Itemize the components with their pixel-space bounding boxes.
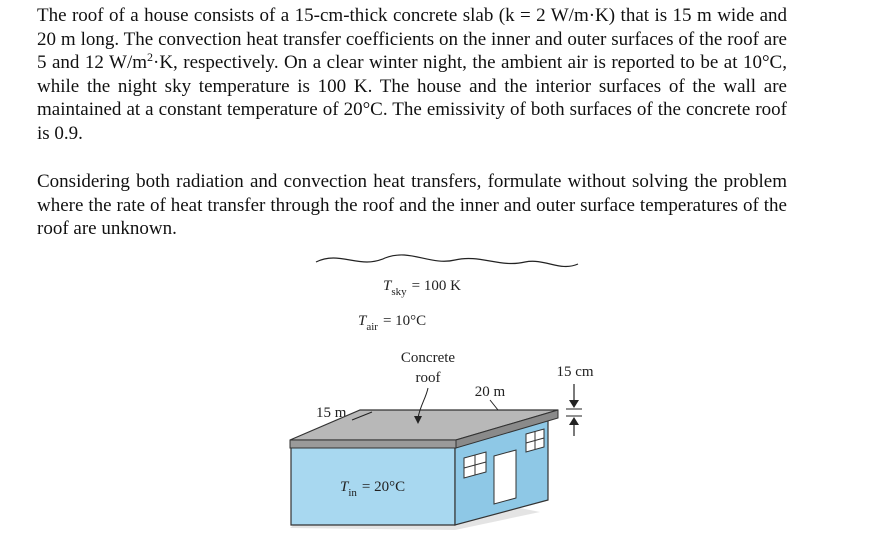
concrete-label: Concrete <box>400 350 456 366</box>
problem-paragraph-2: Considering both radiation and convection heat transfers, formulate without solving the problem where the rate of heat transfer through the roof and the inner and outer surface temperatures of the roof are unknown. <box>37 171 787 239</box>
thickness-arrowhead-top <box>569 400 579 408</box>
paragraph-1-text-a: The roof of a house consists of a 15-cm-thick concrete slab (k = 2 W/m·K) that is 15 m wide and 20 m long. The convection heat transfer coefficients on the inner and outer surfaces of the roof are 5 and 12 W/m <box>37 5 787 73</box>
t-air-label: $T_{air} = 10^\circ C$ <box>358 313 427 333</box>
length-label: 20 m <box>474 384 506 400</box>
thickness-label: 15 cm <box>556 364 594 380</box>
superscript-2: 2 <box>147 50 153 64</box>
thickness-arrowhead-bottom <box>569 417 579 425</box>
t-in-label: $T_{in} = 20^\circ C$ <box>340 479 406 499</box>
roof-front-edge <box>290 440 456 448</box>
door <box>494 450 516 504</box>
width-label: 15 m <box>316 405 347 421</box>
sky-line <box>316 255 578 267</box>
t-sky-label: $T_{sky} = 100$ K <box>383 278 461 298</box>
paragraph-1-text-b: ·K, respectively. On a clear winter night, the ambient air is reported to be at 10°C, while the night sky temperature is 100 K. The house and the interior surfaces of the wall are maintained at a constant temperature of 20°C. The emissivity of both surfaces of the concrete roof is 0.9. <box>37 52 787 144</box>
length-leader <box>490 400 498 410</box>
roof-label: roof <box>415 370 441 386</box>
